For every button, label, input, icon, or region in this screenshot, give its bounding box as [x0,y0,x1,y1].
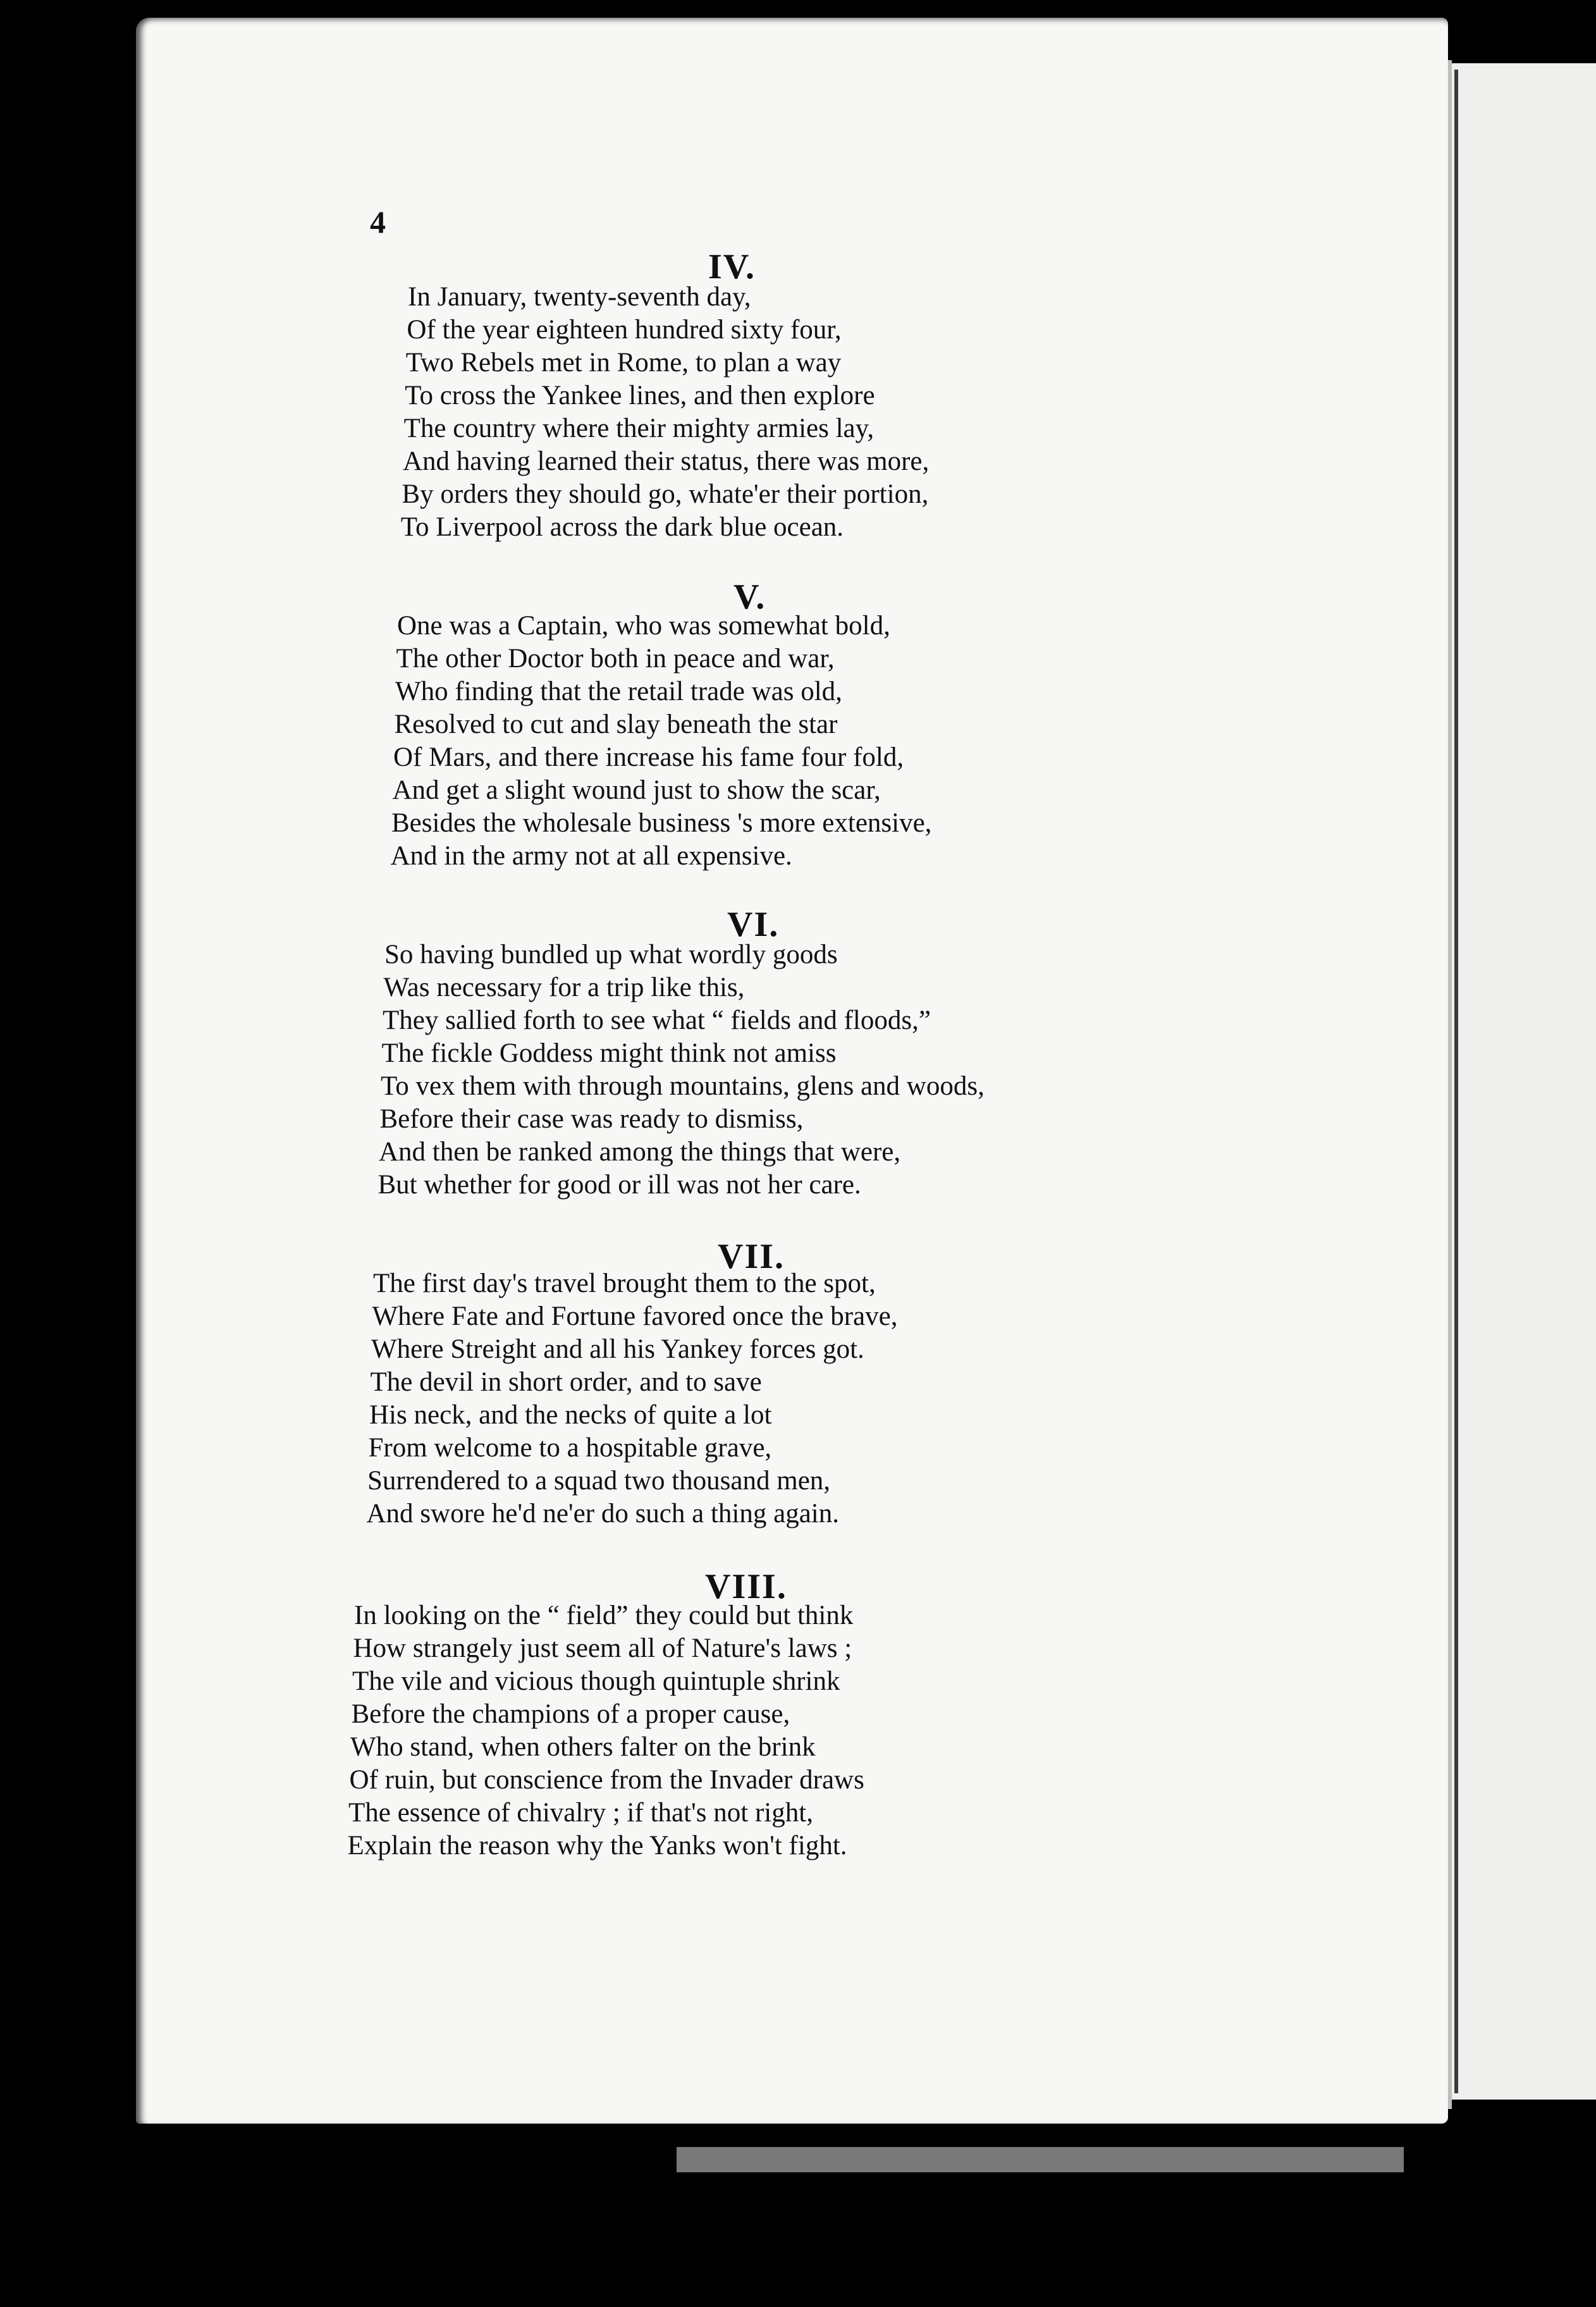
verse-line: The country where their mighty armies lay, [403,414,875,443]
verse-line: The vile and vicious though quintuple shrink [352,1666,840,1696]
scan-strip [677,2147,1404,2172]
verse-line: But whether for good or ill was not her care. [378,1170,861,1200]
verse-line: How strangely just seem all of Nature's laws ; [353,1633,852,1663]
stanza-numeral: IV. [708,247,756,286]
verse-line: Was necessary for a trip like this, [383,973,745,1002]
verse-line: Where Streight and all his Yankey forces got. [371,1334,864,1364]
verse-line: Of the year eighteen hundred sixty four, [407,315,842,345]
verse-line: From welcome to a hospitable grave, [368,1433,772,1463]
facing-page [1452,63,1596,2100]
verse-line: So having bundled up what wordly goods [384,940,838,969]
verse-line: Explain the reason why the Yanks won't fight. [347,1831,847,1861]
verse-line: His neck, and the necks of quite a lot [369,1400,772,1430]
verse-line: Who finding that the retail trade was old, [395,677,842,706]
stanza-numeral: V. [734,577,766,617]
verse-line: Besides the wholesale business 's more extensive, [391,808,932,838]
verse-line: And get a slight wound just to show the scar, [392,775,881,805]
verse-line: Two Rebels met in Rome, to plan a way [405,348,842,378]
verse-line: One was a Captain, who was somewhat bold, [397,611,890,641]
verse-line: Of Mars, and there increase his fame four fold, [393,742,904,772]
page-number: 4 [370,204,386,240]
verse-line: The essence of chivalry ; if that's not right, [348,1798,813,1828]
verse-line: Before their case was ready to dismiss, [379,1104,804,1134]
verse-line: And then be ranked among the things that were, [379,1137,901,1167]
verse-line: To Liverpool across the dark blue ocean. [400,512,844,542]
verse-line: To vex them with through mountains, glens and woods, [381,1071,985,1101]
verse-line: Who stand, when others falter on the brink [350,1732,816,1762]
verse-line: And having learned their status, there was more, [403,446,930,476]
verse-line: Of ruin, but conscience from the Invader draws [349,1765,864,1795]
verse-line: The other Doctor both in peace and war, [396,644,835,674]
stanza-numeral: VIII. [705,1567,787,1606]
verse-line: The devil in short order, and to save [370,1367,762,1397]
stanza-numeral: VII. [718,1237,785,1276]
verse-line: By orders they should go, whate'er their portion, [402,479,929,509]
verse-line: And in the army not at all expensive. [390,841,792,871]
verse-line: To cross the Yankee lines, and then explore [405,381,875,410]
verse-line: And swore he'd ne'er do such a thing again. [366,1499,839,1529]
stanza-numeral: VI. [727,905,780,944]
verse-line: The fickle Goddess might think not amiss [381,1038,837,1068]
verse-line: Where Fate and Fortune favored once the brave, [372,1301,898,1331]
verse-line: Resolved to cut and slay beneath the star [394,710,838,739]
verse-line: Surrendered to a squad two thousand men, [367,1466,831,1496]
verse-line: In January, twenty-seventh day, [408,282,751,312]
verse-line: In looking on the “ field” they could but think [354,1601,854,1630]
verse-line: They sallied forth to see what “ fields and floods,” [383,1006,931,1035]
verse-line: Before the champions of a proper cause, [351,1699,790,1729]
page-gutter-shadow [1454,70,1458,2093]
verse-line: The first day's travel brought them to the spot, [373,1269,876,1298]
